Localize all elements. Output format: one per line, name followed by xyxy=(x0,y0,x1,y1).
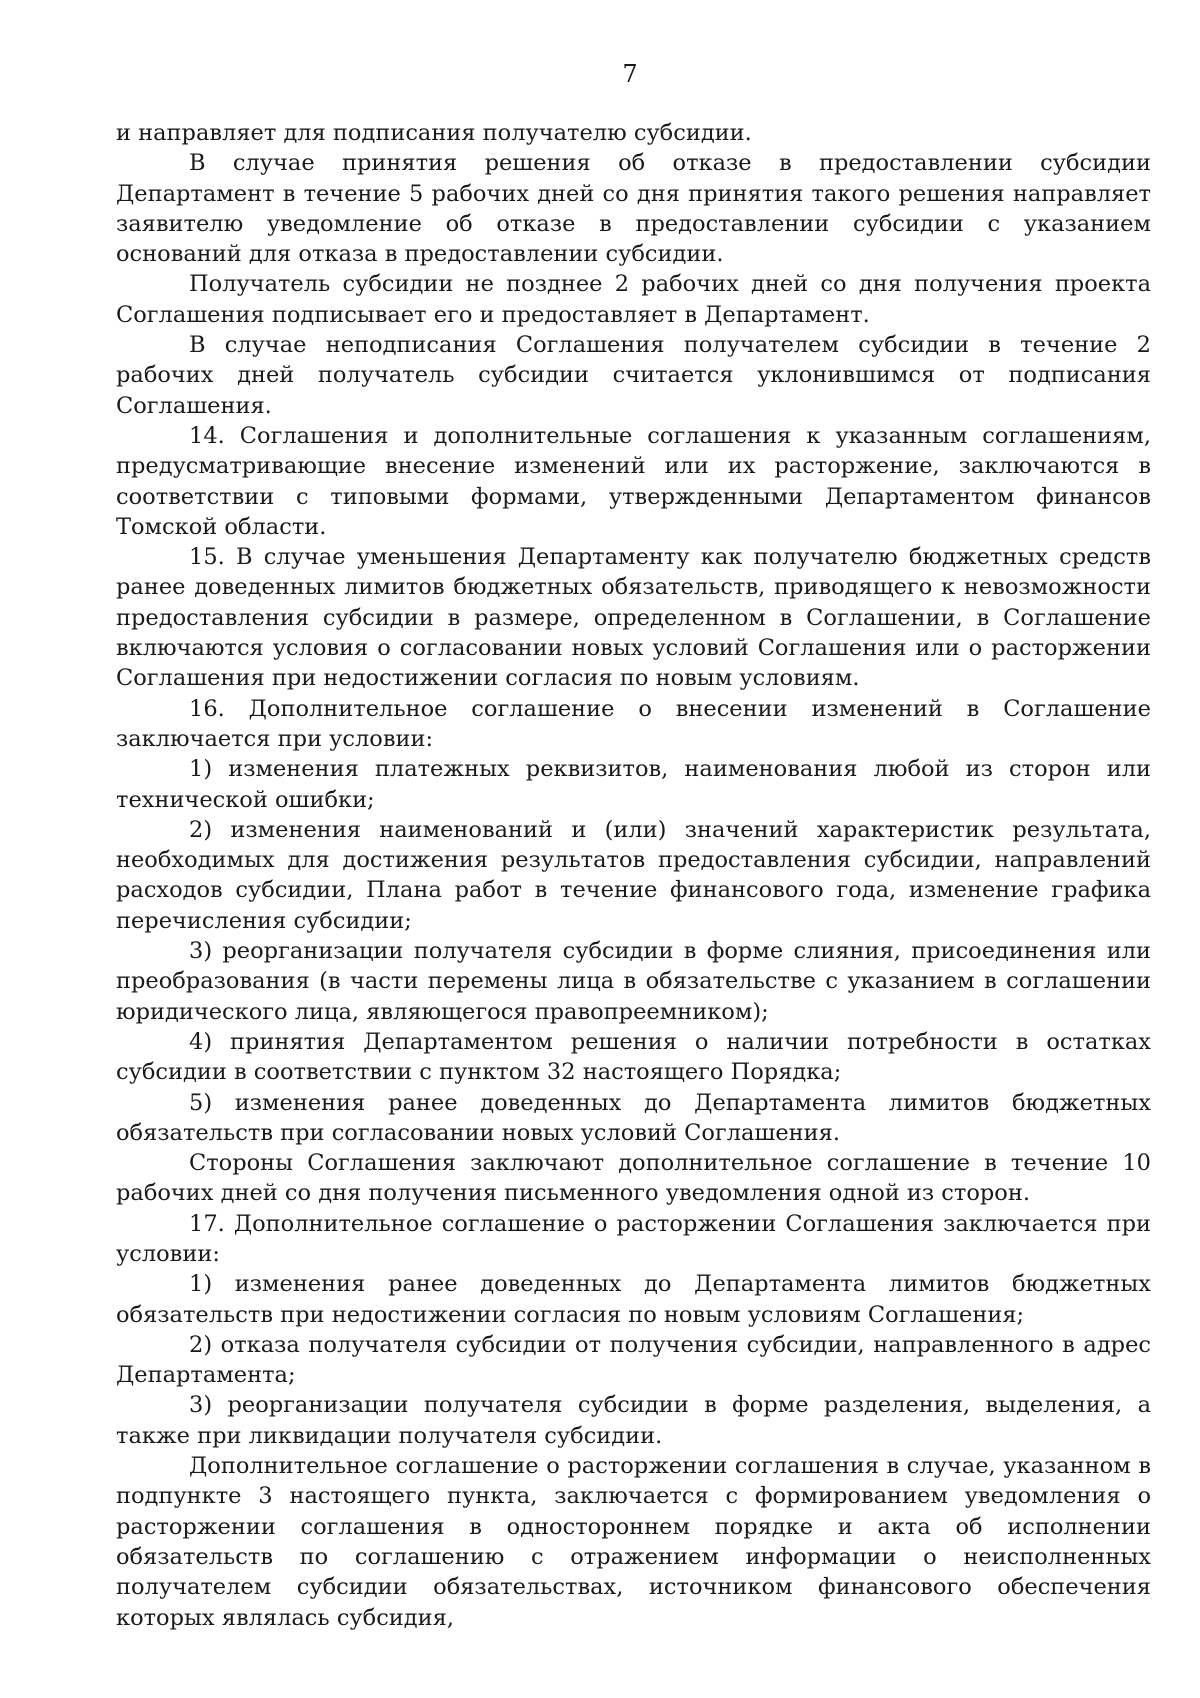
paragraph-item-15: 15. В случае уменьшения Департаменту как получателю бюджетных средств ранее доведенных лимитов бюджетных обязательств, приводящего к невозможности предоставления субсидии в размере, определенном в Соглашении, в Соглашение включаются условия о согласовании новых условий Соглашения или о расторжении Соглашения при недостижении согласия по новым условиям. xyxy=(116,544,1151,692)
paragraph-supplementary-term: Стороны Соглашения заключают дополнительное соглашение в течение 10 рабочих дней со дня получения письменного уведомления одной из сторон. xyxy=(116,1150,1151,1207)
paragraph-item-16-2: 2) изменения наименований и (или) значений характеристик результата, необходимых для достижения результатов предоставления субсидии, направлений расходов субсидии, Плана работ в течение финансового года, изменение графика перечисления субсидии; xyxy=(116,816,1151,934)
paragraph-termination-procedure: Дополнительное соглашение о расторжении соглашения в случае, указанном в подпункте 3 настоящего пункта, заключается с формированием уведомления о расторжении соглашения в одностороннем порядке и акта об исполнении обязательств по соглашению с отражением информации о неисполненных получателем субсидии обязательствах, источником финансового обеспечения которых являлась субсидия, xyxy=(116,1453,1151,1631)
paragraph-item-17: 17. Дополнительное соглашение о расторжении Соглашения заключается при условии: xyxy=(116,1210,1151,1267)
paragraph-refusal-notice: В случае принятия решения об отказе в предоставлении субсидии Департамент в течение 5 рабочих дней со дня принятия такого решения направляет заявителю уведомление об отказе в предоставлении субсидии с указанием оснований для отказа в предоставлении субсидии. xyxy=(116,150,1151,268)
paragraph-item-16-1: 1) изменения платежных реквизитов, наименования любой из сторон или технической ошибки; xyxy=(116,756,1151,813)
paragraph-item-16-5: 5) изменения ранее доведенных до Департамента лимитов бюджетных обязательств при согласовании новых условий Соглашения. xyxy=(116,1089,1151,1146)
page-number: 7 xyxy=(622,60,638,88)
document-body xyxy=(116,118,1151,1633)
paragraph-item-16-4: 4) принятия Департаментом решения о наличии потребности в остатках субсидии в соответствии с пунктом 32 настоящего Порядка; xyxy=(116,1028,1151,1086)
paragraph-item-17-2: 2) отказа получателя субсидии от получения субсидии, направленного в адрес Департамента; xyxy=(116,1331,1151,1389)
paragraph-item-16: 16. Дополнительное соглашение о внесении изменений в Соглашение заключается при условии: xyxy=(116,695,1151,752)
paragraph-item-16-3: 3) реорганизации получателя субсидии в форме слияния, присоединения или преобразования (в части перемены лица в обязательстве с указанием в соглашении юридического лица, являющегося правопреемником); xyxy=(116,938,1151,1025)
paragraph-item-17-3: 3) реорганизации получателя субсидии в форме разделения, выделения, а также при ликвидации получателя субсидии. xyxy=(116,1392,1151,1449)
paragraph-recipient-signing: Получатель субсидии не позднее 2 рабочих дней со дня получения проекта Соглашения подписывает его и предоставляет в Департамент. xyxy=(116,271,1151,328)
paragraph-non-signing: В случае неподписания Соглашения получателем субсидии в течение 2 рабочих дней получатель субсидии считается уклонившимся от подписания Соглашения. xyxy=(116,332,1151,419)
paragraph-item-17-1: 1) изменения ранее доведенных до Департамента лимитов бюджетных обязательств при недостижении согласия по новым условиям Соглашения; xyxy=(116,1271,1151,1328)
paragraph-item-14: 14. Соглашения и дополнительные соглашения к указанным соглашениям, предусматривающие внесение изменений или их расторжение, заключаются в соответствии с типовыми формами, утвержденными Департаментом финансов Томской области. xyxy=(116,422,1151,540)
paragraph-continuation: и направляет для подписания получателю субсидии. xyxy=(116,120,752,146)
